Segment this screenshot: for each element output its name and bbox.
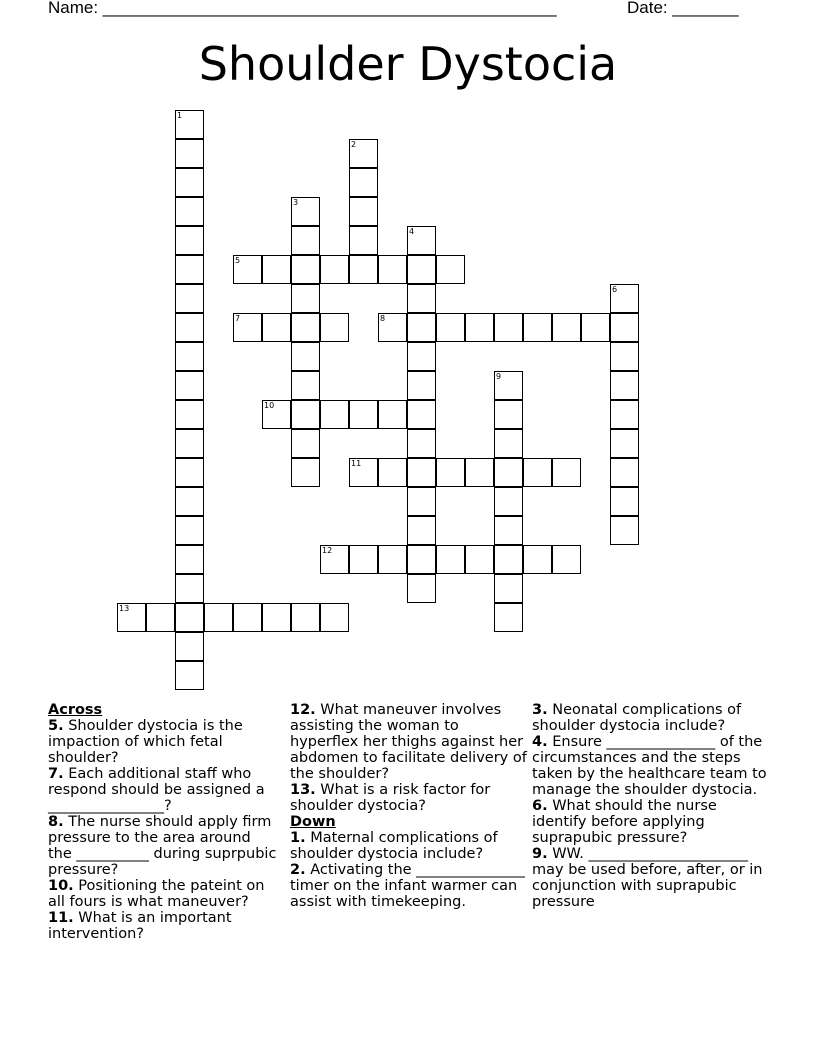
crossword-cell[interactable]	[175, 603, 204, 632]
crossword-cell[interactable]	[494, 516, 523, 545]
crossword-cell[interactable]	[175, 197, 204, 226]
clue-item	[290, 702, 528, 782]
clue-text: Shoulder dystocia is the impaction of which fetal shoulder?	[48, 718, 243, 766]
clue-number-label: 1.	[290, 830, 306, 846]
clue-number: 11	[351, 459, 362, 468]
clue-number-label: 2.	[290, 862, 306, 878]
crossword-cell[interactable]	[465, 545, 494, 574]
crossword-cell[interactable]	[552, 545, 581, 574]
crossword-cell[interactable]	[407, 458, 436, 487]
crossword-cell[interactable]	[407, 342, 436, 371]
crossword-cell[interactable]	[610, 429, 639, 458]
crossword-cell[interactable]	[610, 342, 639, 371]
clue-text: Neonatal complications of shoulder dystocia include?	[532, 702, 742, 734]
clue-item	[48, 766, 278, 814]
crossword-cell[interactable]	[291, 458, 320, 487]
crossword-cell[interactable]	[320, 255, 349, 284]
crossword-cell[interactable]	[610, 516, 639, 545]
crossword-cell[interactable]	[407, 313, 436, 342]
crossword-cell[interactable]	[175, 458, 204, 487]
crossword-cell[interactable]	[465, 313, 494, 342]
clue-number-label: 8.	[48, 814, 64, 830]
crossword-cell[interactable]	[175, 226, 204, 255]
clue-item	[48, 878, 278, 910]
crossword-cell[interactable]	[378, 458, 407, 487]
crossword-cell[interactable]	[610, 371, 639, 400]
crossword-cell[interactable]	[175, 168, 204, 197]
crossword-cell[interactable]	[175, 661, 204, 690]
crossword-cell[interactable]	[407, 487, 436, 516]
clue-item	[532, 702, 772, 734]
clue-number-label: 6.	[532, 798, 548, 814]
crossword-cell[interactable]	[436, 545, 465, 574]
crossword-cell[interactable]	[436, 313, 465, 342]
clue-item	[290, 830, 528, 862]
clues-column-3	[532, 702, 772, 910]
crossword-cell[interactable]	[523, 313, 552, 342]
crossword-cell[interactable]	[349, 400, 378, 429]
clue-number: 7	[235, 314, 241, 323]
clue-number-label: 7.	[48, 766, 64, 782]
crossword-cell[interactable]	[378, 255, 407, 284]
clue-text: WW. ______________________ may be used before, after, or in conjunction with suprapubic pressure	[532, 846, 763, 910]
clue-number: 10	[264, 401, 275, 410]
clue-number-label: 9.	[532, 846, 548, 862]
crossword-cell[interactable]	[175, 429, 204, 458]
crossword-cell[interactable]	[407, 284, 436, 313]
clue-text: Each additional staff who respond should be assigned a ________________?	[48, 766, 265, 814]
crossword-cell[interactable]	[494, 429, 523, 458]
crossword-cell[interactable]	[552, 313, 581, 342]
clue-text: What is a risk factor for shoulder dystocia?	[290, 782, 491, 814]
clue-number: 12	[322, 546, 333, 555]
crossword-cell[interactable]	[291, 400, 320, 429]
crossword-cell[interactable]	[175, 342, 204, 371]
crossword-cell[interactable]	[436, 255, 465, 284]
page-title: Shoulder Dystocia	[198, 37, 618, 91]
clue-number: 13	[119, 604, 130, 613]
crossword-cell[interactable]	[291, 429, 320, 458]
crossword-cell[interactable]	[610, 487, 639, 516]
clue-text: What should the nurse identify before applying suprapubic pressure?	[532, 798, 717, 846]
clue-number-label: 11.	[48, 910, 74, 926]
crossword-cell[interactable]	[436, 458, 465, 487]
crossword-cell[interactable]	[494, 458, 523, 487]
crossword-cell[interactable]	[262, 603, 291, 632]
crossword-cell[interactable]	[291, 226, 320, 255]
crossword-cell[interactable]	[175, 632, 204, 661]
crossword-cell[interactable]	[262, 255, 291, 284]
clue-number: 2	[351, 140, 357, 149]
clue-text: Positioning the pateint on all fours is what maneuver?	[48, 878, 265, 910]
crossword-cell[interactable]	[378, 400, 407, 429]
crossword-cell[interactable]	[407, 545, 436, 574]
crossword-cell[interactable]	[610, 400, 639, 429]
clues-column-1	[48, 702, 278, 942]
crossword-cell[interactable]	[407, 516, 436, 545]
crossword-cell[interactable]	[175, 400, 204, 429]
crossword-cell[interactable]	[175, 284, 204, 313]
crossword-cell[interactable]	[175, 139, 204, 168]
down-heading: Down	[290, 814, 336, 830]
crossword-cell[interactable]	[494, 574, 523, 603]
crossword-cell[interactable]	[407, 255, 436, 284]
crossword-cell[interactable]	[262, 313, 291, 342]
crossword-cell[interactable]	[581, 313, 610, 342]
clue-text: What maneuver involves assisting the woman to hyperflex her thighs against her abdomen to facilitate delivery of the shoulder?	[290, 702, 527, 782]
clue-text: Activating the _______________ timer on the infant warmer can assist with timekeeping.	[290, 862, 525, 910]
crossword-cell[interactable]	[407, 574, 436, 603]
crossword-cell[interactable]	[407, 429, 436, 458]
crossword-cell[interactable]	[494, 487, 523, 516]
crossword-cell[interactable]	[378, 545, 407, 574]
crossword-cell[interactable]	[291, 371, 320, 400]
crossword-cell[interactable]	[349, 545, 378, 574]
clue-number-label: 5.	[48, 718, 64, 734]
crossword-cell[interactable]	[552, 458, 581, 487]
crossword-cell[interactable]	[349, 226, 378, 255]
clue-number: 5	[235, 256, 241, 265]
crossword-cell[interactable]	[175, 313, 204, 342]
crossword-cell[interactable]	[494, 603, 523, 632]
crossword-cell[interactable]	[146, 603, 175, 632]
crossword-cell[interactable]	[291, 342, 320, 371]
crossword-cell[interactable]	[494, 400, 523, 429]
crossword-cell[interactable]	[175, 516, 204, 545]
clue-number: 9	[496, 372, 502, 381]
clue-number-label: 3.	[532, 702, 548, 718]
clue-number: 8	[380, 314, 386, 323]
clue-number: 1	[177, 111, 183, 120]
name-field-label: Name: ________________________________________________	[48, 0, 557, 17]
clue-number: 3	[293, 198, 299, 207]
crossword-cell[interactable]	[291, 313, 320, 342]
crossword-cell[interactable]	[175, 545, 204, 574]
clues-column-2	[290, 702, 528, 910]
clue-item	[532, 846, 772, 910]
crossword-cell[interactable]	[291, 603, 320, 632]
crossword-cell[interactable]	[175, 255, 204, 284]
crossword-cell[interactable]	[204, 603, 233, 632]
crossword-cell[interactable]	[291, 284, 320, 313]
crossword-cell[interactable]	[175, 487, 204, 516]
crossword-cell[interactable]	[465, 458, 494, 487]
clue-item	[48, 814, 278, 878]
clue-text: Ensure _______________ of the circumstances and the steps taken by the healthcare team to manage the shoulder dystocia.	[532, 734, 767, 798]
clue-item	[290, 862, 528, 910]
clue-item	[532, 734, 772, 798]
crossword-cell[interactable]	[494, 313, 523, 342]
crossword-cell[interactable]	[349, 197, 378, 226]
clue-number-label: 12.	[290, 702, 316, 718]
crossword-cell[interactable]	[320, 603, 349, 632]
crossword-cell[interactable]	[175, 574, 204, 603]
clue-number: 4	[409, 227, 415, 236]
clue-item	[532, 798, 772, 846]
crossword-cell[interactable]	[320, 400, 349, 429]
clue-item	[48, 718, 278, 766]
crossword-cell[interactable]	[407, 400, 436, 429]
crossword-cell[interactable]	[610, 313, 639, 342]
crossword-cell[interactable]	[233, 603, 262, 632]
across-heading: Across	[48, 702, 103, 718]
crossword-cell[interactable]	[175, 371, 204, 400]
crossword-cell[interactable]	[291, 255, 320, 284]
crossword-cell[interactable]	[610, 458, 639, 487]
crossword-cell[interactable]	[349, 255, 378, 284]
crossword-cell[interactable]	[349, 168, 378, 197]
crossword-cell[interactable]	[523, 458, 552, 487]
crossword-cell[interactable]	[320, 313, 349, 342]
clue-number-label: 4.	[532, 734, 548, 750]
clue-text: The nurse should apply firm pressure to the area around the __________ during suprpubic pressure?	[48, 814, 277, 878]
clue-item	[48, 910, 278, 942]
date-field-label: Date: _______	[627, 0, 739, 17]
clue-text: Maternal complications of shoulder dystocia include?	[290, 830, 498, 862]
clue-item	[290, 782, 528, 814]
clue-number-label: 10.	[48, 878, 74, 894]
clue-text: What is an important intervention?	[48, 910, 232, 942]
crossword-cell[interactable]	[523, 545, 552, 574]
clue-number-label: 13.	[290, 782, 316, 798]
crossword-cell[interactable]	[407, 371, 436, 400]
clue-number: 6	[612, 285, 618, 294]
crossword-cell[interactable]	[494, 545, 523, 574]
